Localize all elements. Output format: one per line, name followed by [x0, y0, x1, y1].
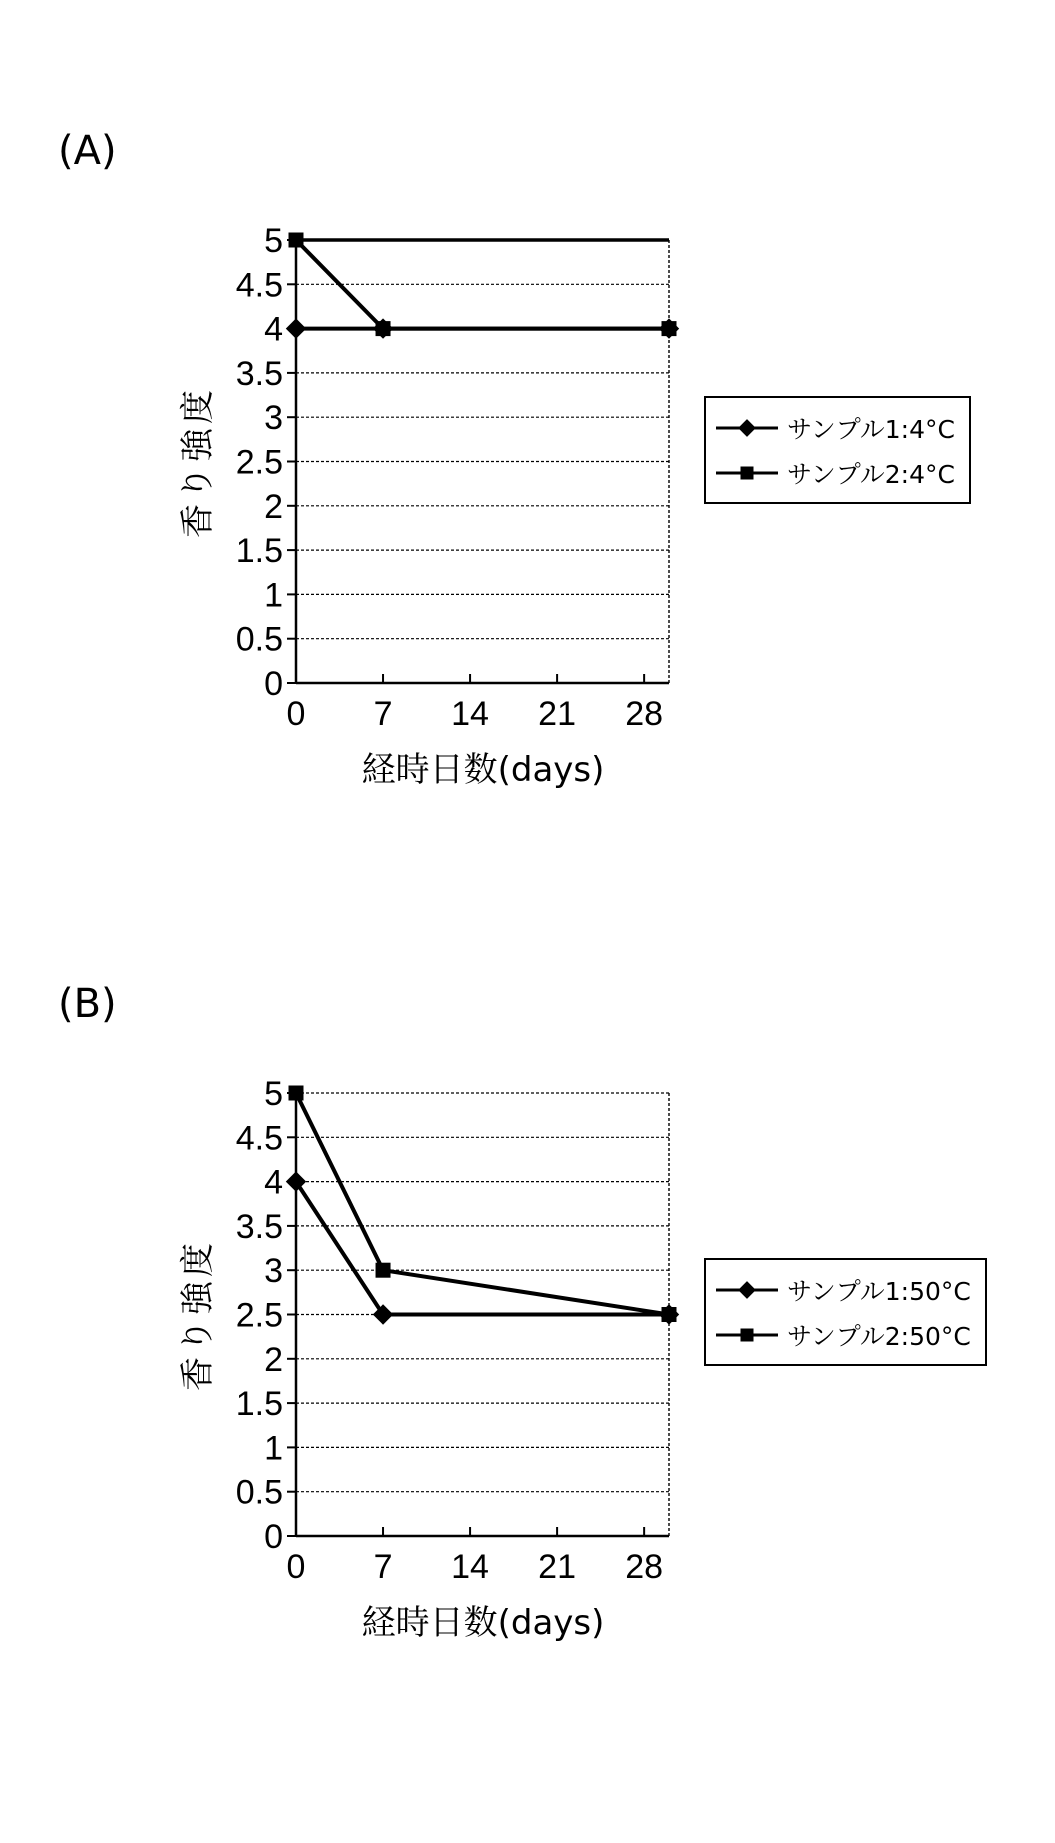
y-tick-label: 0 [264, 1518, 283, 1556]
panel-label-b: (B) [58, 981, 117, 1027]
y-tick-label: 4 [264, 1163, 283, 1202]
marker-square [662, 1307, 677, 1322]
marker-diamond [286, 1171, 306, 1191]
y-tick-label: 2.5 [235, 1296, 283, 1335]
x-tick-label: 0 [286, 695, 306, 733]
marker-square [376, 321, 391, 336]
y-tick-label: 0 [264, 665, 283, 703]
x-tick-label: 7 [373, 695, 393, 733]
legend-swatch-diamond-icon [716, 1278, 778, 1302]
x-axis-title-a: 経時日数(days) [361, 750, 605, 790]
legend-label: サンプル1:50°C [787, 1276, 971, 1306]
series-line-2 [296, 1093, 669, 1315]
legend-item [716, 405, 955, 450]
legend-marker-diamond [738, 419, 756, 437]
y-tick-label: 2.5 [235, 443, 283, 482]
legend-label: サンプル1:4°C [787, 414, 955, 444]
marker-square [289, 1086, 304, 1101]
y-tick-label: 1.5 [235, 532, 283, 571]
y-tick-label: 3 [264, 1252, 283, 1291]
x-tick-label: 14 [451, 695, 489, 733]
chart-panel-a [0, 0, 1055, 853]
y-tick-label: 3.5 [235, 1207, 283, 1246]
y-tick-label: 3.5 [235, 354, 283, 393]
legend-label: サンプル2:50°C [787, 1321, 971, 1351]
marker-square [376, 1263, 391, 1278]
x-tick-label: 28 [625, 1548, 664, 1586]
y-tick-label: 3 [264, 399, 283, 438]
marker-square [289, 233, 304, 248]
y-tick-label: 1 [264, 576, 283, 615]
y-tick-label: 0.5 [235, 1473, 283, 1512]
y-axis-title-a: 香り強度 [178, 386, 218, 538]
legend-item [716, 1267, 971, 1312]
x-tick-label: 7 [373, 1548, 393, 1586]
x-axis-title-b: 経時日数(days) [361, 1603, 605, 1643]
x-tick-label: 21 [538, 695, 577, 733]
marker-square [662, 321, 677, 336]
legend-swatch-square-icon [716, 461, 778, 485]
y-tick-label: 4.5 [235, 266, 283, 305]
legend-marker-diamond [738, 1281, 756, 1299]
y-tick-label: 1.5 [235, 1385, 283, 1424]
legend-b [704, 1258, 987, 1366]
x-tick-label: 28 [625, 695, 664, 733]
marker-diamond [373, 1304, 393, 1324]
y-tick-label: 2 [264, 1340, 283, 1379]
legend-item [716, 1312, 971, 1357]
series-line-1 [296, 1182, 669, 1315]
y-tick-label: 0.5 [235, 620, 283, 659]
x-tick-label: 21 [538, 1548, 577, 1586]
legend-swatch-square-icon [716, 1323, 778, 1347]
legend-swatch-diamond-icon [716, 416, 778, 440]
y-tick-label: 4.5 [235, 1119, 283, 1158]
y-tick-label: 2 [264, 487, 283, 526]
y-tick-label: 4 [264, 310, 283, 349]
legend-a [704, 396, 971, 504]
marker-diamond [286, 318, 306, 338]
legend-marker-square [741, 1328, 754, 1341]
y-tick-label: 5 [264, 222, 283, 260]
x-tick-label: 0 [286, 1548, 306, 1586]
legend-marker-square [741, 466, 754, 479]
x-tick-label: 14 [451, 1548, 489, 1586]
y-tick-label: 1 [264, 1429, 283, 1468]
legend-label: サンプル2:4°C [787, 459, 955, 489]
y-tick-label: 5 [264, 1075, 283, 1113]
panel-label-a: (A) [58, 128, 117, 174]
chart-panel-b [0, 853, 1055, 1843]
legend-item [716, 450, 955, 495]
y-axis-title-b: 香り強度 [178, 1239, 218, 1391]
